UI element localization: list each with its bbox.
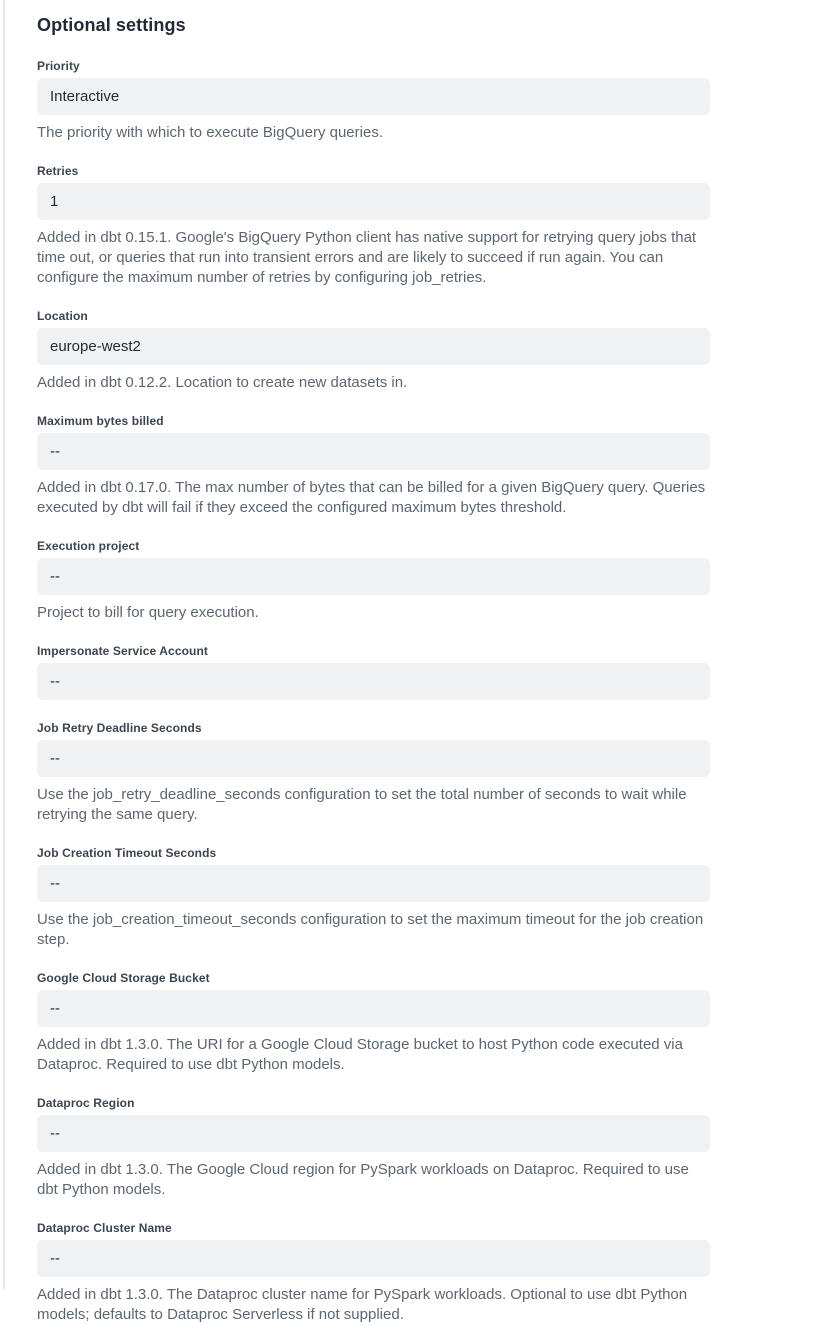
field-job-creation-timeout-seconds — [37, 845, 710, 950]
job-retry-deadline-seconds-input[interactable]: -- — [37, 740, 710, 777]
field-dataproc-cluster-name — [37, 1220, 710, 1325]
page-title: Optional settings — [37, 15, 186, 35]
priority-label: Priority — [37, 59, 80, 73]
retries-input[interactable]: 1 — [37, 183, 710, 220]
execution-project-help-text: Project to bill for query execution. — [37, 604, 259, 621]
execution-project-input[interactable]: -- — [37, 558, 710, 595]
field-maximum-bytes-billed — [37, 413, 710, 518]
location-input[interactable]: europe-west2 — [37, 328, 710, 365]
job-creation-timeout-seconds-help-text: Use the job_creation_timeout_seconds configuration to set the maximum timeout for the job creation step. — [37, 911, 704, 948]
dataproc-cluster-name-input[interactable]: -- — [37, 1240, 710, 1277]
dataproc-region-help-text: Added in dbt 1.3.0. The Google Cloud region for PySpark workloads on Dataproc. Required to use dbt Python models. — [37, 1161, 689, 1198]
maximum-bytes-billed-help-text: Added in dbt 0.17.0. The max number of bytes that can be billed for a given BigQuery query. Queries executed by dbt will fail if they exceed the configured maximum bytes threshold. — [37, 479, 706, 516]
impersonate-service-account-label: Impersonate Service Account — [37, 644, 208, 658]
field-execution-project — [37, 538, 710, 623]
google-cloud-storage-bucket-label: Google Cloud Storage Bucket — [37, 971, 210, 985]
location-label: Location — [37, 309, 88, 323]
job-retry-deadline-seconds-label: Job Retry Deadline Seconds — [37, 721, 202, 735]
field-dataproc-region — [37, 1095, 710, 1200]
field-impersonate-service-account — [37, 643, 710, 700]
job-retry-deadline-seconds-help-text: Use the job_retry_deadline_seconds configuration to set the total number of seconds to wait while retrying the same query. — [37, 786, 687, 823]
dataproc-cluster-name-help-text: Added in dbt 1.3.0. The Dataproc cluster name for PySpark workloads. Optional to use dbt Python models; defaults to Dataproc Serverless if not supplied. — [37, 1286, 688, 1323]
field-retries — [37, 163, 710, 288]
job-creation-timeout-seconds-input[interactable]: -- — [37, 865, 710, 902]
maximum-bytes-billed-input[interactable]: -- — [37, 433, 710, 470]
priority-help-text: The priority with which to execute BigQuery queries. — [37, 124, 383, 141]
priority-input[interactable]: Interactive — [37, 78, 710, 115]
location-help-text: Added in dbt 0.12.2. Location to create new datasets in. — [37, 374, 408, 391]
google-cloud-storage-bucket-help-text: Added in dbt 1.3.0. The URI for a Google Cloud Storage bucket to host Python code executed via Dataproc. Required to use dbt Python models. — [37, 1036, 683, 1073]
optional-settings-panel — [37, 0, 710, 1325]
execution-project-label: Execution project — [37, 539, 140, 553]
retries-label: Retries — [37, 164, 79, 178]
retries-help-text: Added in dbt 0.15.1. Google's BigQuery Python client has native support for retrying query jobs that time out, or queries that run into transient errors and are likely to succeed if run again. You can configure the maximum number of retries by configuring job_retries. — [37, 229, 697, 286]
impersonate-service-account-input[interactable]: -- — [37, 663, 710, 700]
field-location — [37, 308, 710, 393]
google-cloud-storage-bucket-input[interactable]: -- — [37, 990, 710, 1027]
field-priority — [37, 58, 710, 143]
dataproc-region-input[interactable]: -- — [37, 1115, 710, 1152]
field-job-retry-deadline-seconds — [37, 720, 710, 825]
field-google-cloud-storage-bucket — [37, 970, 710, 1075]
maximum-bytes-billed-label: Maximum bytes billed — [37, 414, 164, 428]
job-creation-timeout-seconds-label: Job Creation Timeout Seconds — [37, 846, 217, 860]
dataproc-cluster-name-label: Dataproc Cluster Name — [37, 1221, 172, 1235]
dataproc-region-label: Dataproc Region — [37, 1096, 135, 1110]
left-border-divider — [3, 0, 5, 1289]
